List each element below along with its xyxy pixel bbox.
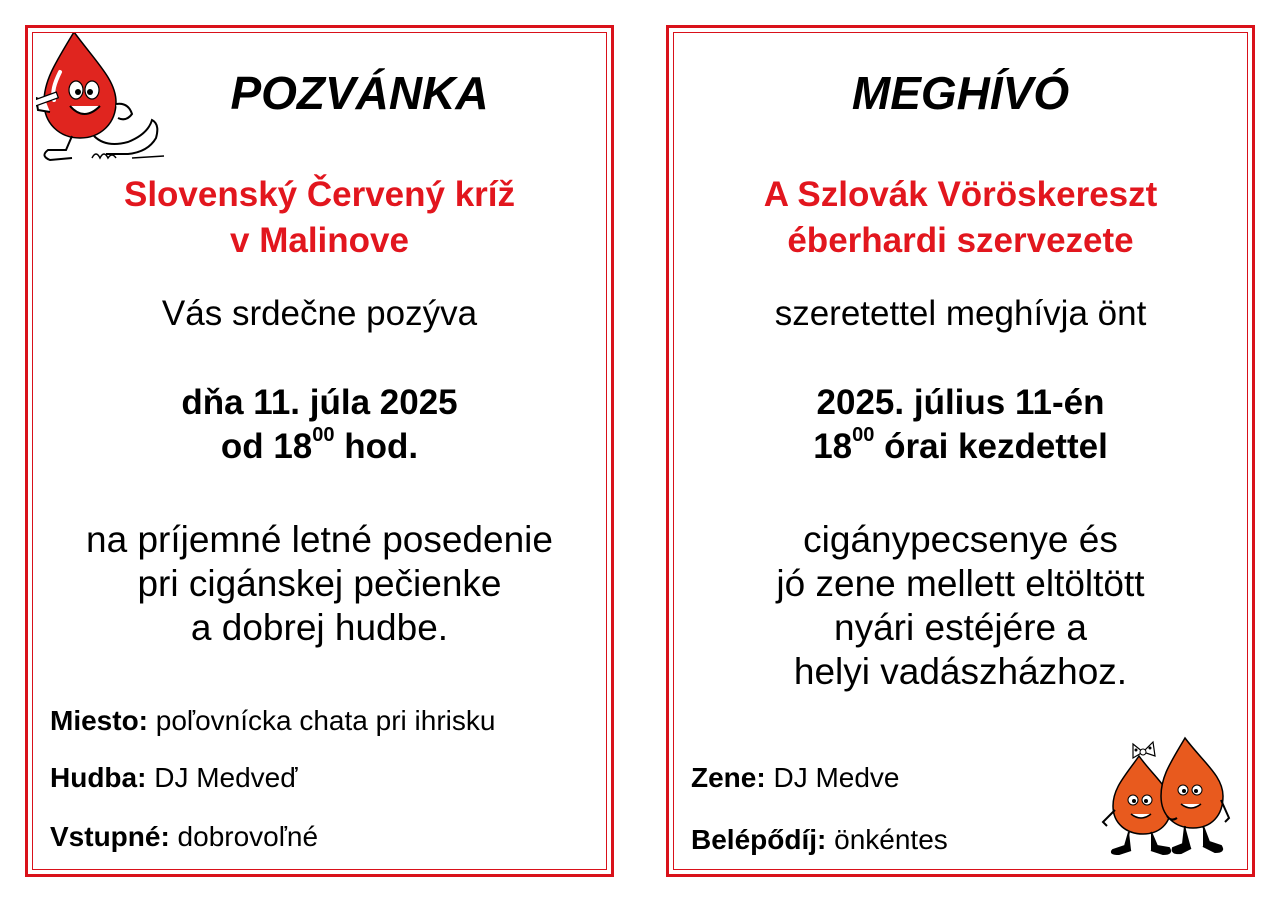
invitation-card-hungarian [666, 25, 1255, 877]
info-music-label: Zene: [691, 762, 766, 793]
info-music [691, 761, 900, 795]
event-line-3: a dobrej hudbe. [190, 607, 449, 648]
event-line-1: na príjemné letné posedenie [86, 519, 553, 560]
organization-line-2: éberhardi szervezete [787, 221, 1134, 260]
event-line-2: pri cigánskej pečienke [137, 563, 502, 604]
info-entry-value: dobrovoľné [169, 821, 319, 852]
info-place [50, 704, 495, 738]
time-minutes: 00 [312, 424, 335, 447]
info-place-value: poľovnícka chata pri ihrisku [148, 705, 496, 736]
info-music [50, 761, 297, 795]
event-description [669, 518, 1252, 694]
invite-text: szeretettel meghívja önt [774, 294, 1147, 333]
info-place-label: Miesto: [50, 705, 148, 736]
page-title: MEGHÍVÓ [851, 67, 1070, 119]
organization-name [669, 172, 1252, 264]
organization-name [28, 172, 611, 264]
info-entry-label: Belépődíj: [691, 824, 827, 855]
info-entry [691, 823, 948, 857]
invite-text: Vás srdečne pozýva [161, 294, 478, 333]
event-line-2: jó zene mellett eltöltött [776, 563, 1145, 604]
event-date [669, 381, 1252, 469]
time-minutes: 00 [852, 424, 875, 447]
organization-line-2: v Malinove [230, 221, 409, 260]
organization-line-1: Slovenský Červený kríž [123, 175, 516, 214]
info-entry [50, 820, 318, 854]
info-entry-label: Vstupné: [50, 821, 170, 852]
event-line-3: nyári estéjére a [834, 607, 1087, 648]
time-suffix: hod. [334, 427, 419, 466]
time-suffix: órai kezdettel [874, 427, 1108, 466]
event-date-line: dňa 11. júla 2025 [181, 383, 458, 422]
event-line-1: cigánypecsenye és [803, 519, 1118, 560]
event-time-line [669, 425, 1252, 469]
event-description [28, 518, 611, 650]
time-prefix: od 18 [220, 427, 313, 466]
event-date [28, 381, 611, 469]
organization-line-1: A Szlovák Vöröskereszt [763, 175, 1158, 214]
event-time-line [28, 425, 611, 469]
info-entry-value: önkéntes [826, 824, 948, 855]
info-music-value: DJ Medveď [146, 762, 298, 793]
time-prefix: 18 [813, 427, 853, 466]
invitation-card-slovak [25, 25, 614, 877]
blood-drop-couple-icon [1099, 726, 1231, 856]
info-music-label: Hudba: [50, 762, 147, 793]
event-line-4: helyi vadászházhoz. [793, 651, 1128, 692]
event-date-line: 2025. július 11-én [816, 383, 1105, 422]
info-music-value: DJ Medve [765, 762, 900, 793]
page-title: POZVÁNKA [230, 67, 489, 119]
